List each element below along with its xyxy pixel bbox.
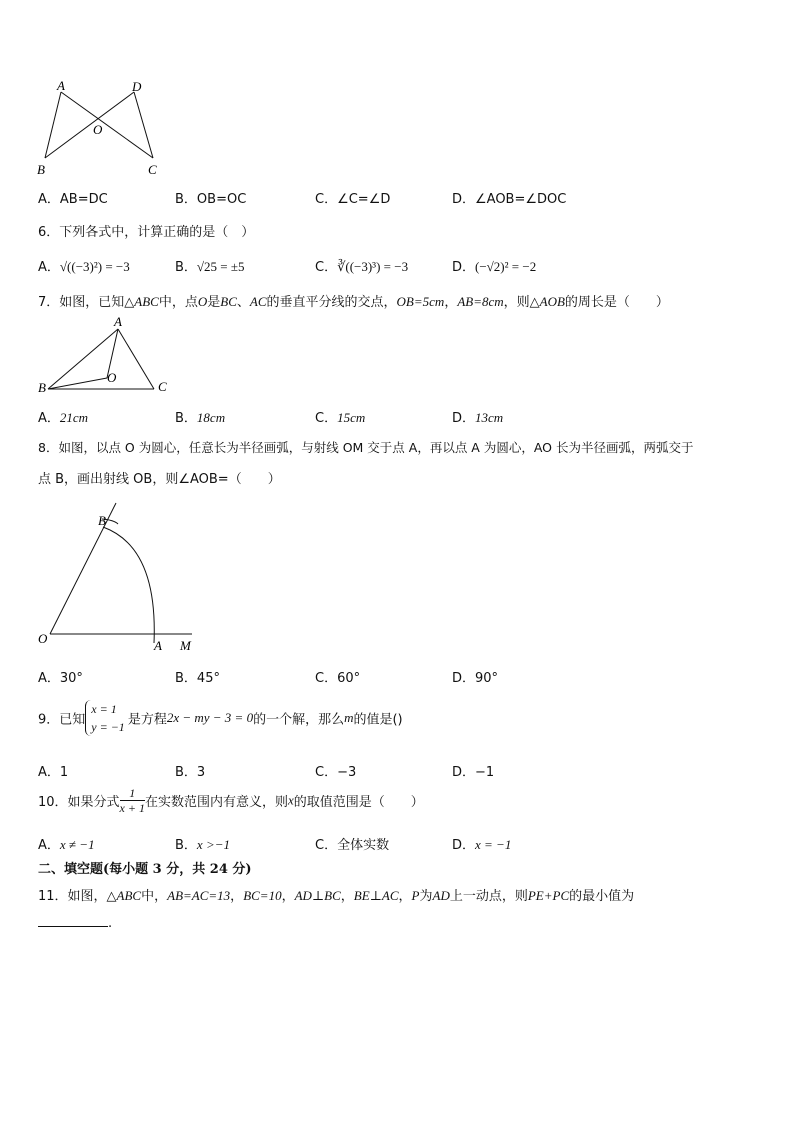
q10-option-d [452, 834, 511, 853]
q11-answer-line [38, 916, 112, 931]
q10-option-b [175, 834, 230, 853]
q6-option-d [452, 256, 536, 275]
q9-text: 9．已知 [38, 712, 86, 728]
q7-text: 的垂直平分线的交点， [266, 295, 397, 310]
q9-option-d: D．−1 [452, 765, 495, 780]
label-b: B [38, 380, 46, 395]
q8-option-a: A．30° [38, 671, 83, 686]
option-label: D． [452, 838, 476, 853]
q11-text: ， [230, 889, 244, 904]
q11-var: ABC [116, 888, 142, 903]
label-d: D [132, 79, 142, 94]
q7-text: ，则△ [503, 295, 540, 310]
q7-option-b [175, 407, 225, 426]
q11-text: ， [340, 889, 354, 904]
q7-var: AC [249, 294, 267, 309]
option-expr: 全体实数 [337, 838, 390, 853]
label-o: O [93, 122, 103, 137]
option-label: C． [315, 260, 338, 275]
q11-text: ， [398, 889, 412, 904]
section-heading: 二、填空题(每小题 3 分，共 24 分) [38, 862, 252, 877]
label-m: M [180, 638, 191, 653]
q7-var: AB=8cm [457, 294, 504, 309]
label-c: C [148, 162, 157, 177]
option-expr: (−√2)² = −2 [475, 259, 537, 274]
q5-option-c: C．∠C=∠D [315, 192, 391, 207]
q8-option-c: C．60° [315, 671, 361, 686]
q11-text: ， [281, 889, 295, 904]
label-a: A [57, 78, 65, 93]
label-b: B [37, 162, 45, 177]
answer-blank[interactable] [38, 926, 108, 927]
q9-option-a: A．1 [38, 765, 69, 780]
q11-text: 的最小值为 [569, 889, 635, 904]
q6-option-c [315, 256, 408, 275]
q10-text: 的取值范围是（ ） [293, 795, 424, 810]
q11-var: BC=10 [243, 888, 282, 903]
q7-option-d [452, 407, 503, 426]
fraction-numerator: 1 [120, 787, 145, 801]
q10-text: 10．如果分式 [38, 795, 120, 810]
option-value: 15cm [337, 410, 366, 425]
q11-text: 上一动点，则 [449, 889, 528, 904]
q11-stem [38, 885, 634, 904]
option-expr: x = −1 [475, 837, 512, 852]
q11-text: 11．如图，△ [38, 889, 117, 904]
q7-text: 的周长是（ ） [564, 295, 669, 310]
label-o: O [107, 370, 117, 385]
q8-stem-line1: 8．如图，以点 O 为圆心，任意长为半径画弧，与射线 OM 交于点 A，再以点 A 为圆心，AO 长为半径画弧，两弧交于 [38, 440, 694, 455]
q6-option-b [175, 256, 245, 275]
option-label: D． [452, 411, 476, 426]
option-expr: ∛((−3)³) = −3 [337, 259, 409, 274]
q9-eq1: x = 1 [91, 702, 117, 716]
option-expr: √25 = ±5 [196, 259, 245, 274]
option-expr: x ≠ −1 [59, 837, 95, 852]
q10-stem [38, 787, 424, 814]
q6-stem: 6．下列各式中，计算正确的是（ ） [38, 225, 255, 240]
q7-text: ， [444, 295, 458, 310]
option-label: C． [315, 838, 338, 853]
q7-option-c [315, 407, 365, 426]
q7-text: 是 [207, 295, 221, 310]
ray-ob [50, 503, 116, 634]
q5-option-b: B．OB=OC [175, 192, 247, 207]
option-label: A． [38, 411, 60, 426]
q11-var: BE⊥AC [353, 888, 399, 903]
q9-option-b: B．3 [175, 765, 206, 780]
option-label: A． [38, 260, 60, 275]
q6-option-a [38, 256, 130, 275]
q10-option-a [38, 834, 95, 853]
label-c: C [158, 379, 167, 394]
q9-equation: 2x − my − 3 = 0 [166, 710, 254, 725]
q9-option-c: C．−3 [315, 765, 357, 780]
segment-ac [61, 92, 153, 158]
q9-eq2: y = −1 [91, 720, 125, 734]
option-value: 18cm [196, 410, 226, 425]
q10-fraction [120, 787, 145, 814]
q10-text: 在实数范围内有意义，则 [144, 795, 288, 810]
q11-var: AD⊥BC [294, 888, 341, 903]
q11-text: 为 [419, 889, 433, 904]
q11-var: AD [432, 888, 450, 903]
q8-option-b: B．45° [175, 671, 220, 686]
q9-text: 的一个解，那么 [253, 712, 345, 728]
q8-figure [30, 497, 200, 657]
q7-var: AOB [539, 294, 565, 309]
option-label: D． [452, 260, 476, 275]
q11-var: P [411, 888, 420, 903]
fraction-denominator: x + 1 [119, 801, 145, 815]
label-b: B [98, 513, 106, 528]
q7-text: 中，点 [158, 295, 198, 310]
option-value: 21cm [59, 410, 89, 425]
q5-option-d: D．∠AOB=∠DOC [452, 192, 567, 207]
q7-var: BC [220, 294, 237, 309]
option-value: 13cm [475, 410, 504, 425]
q11-var: AB=AC=13 [167, 888, 231, 903]
q7-text: 、 [236, 295, 250, 310]
option-expr: x >−1 [196, 837, 230, 852]
q11-text: 中， [141, 889, 168, 904]
q5-figure [30, 78, 170, 178]
q9-text: 的值是() [353, 712, 403, 728]
option-expr: √((−3)²) = −3 [59, 259, 130, 274]
option-label: B． [175, 411, 197, 426]
q7-figure [30, 313, 180, 398]
label-a: A [154, 638, 162, 653]
q5-option-a: A．AB=DC [38, 192, 108, 207]
q8-option-d: D．90° [452, 671, 499, 686]
label-o: O [38, 631, 48, 646]
q7-var: O [197, 294, 208, 309]
option-label: A． [38, 838, 60, 853]
q11-end: . [108, 916, 113, 931]
option-label: B． [175, 260, 197, 275]
segment-bo [48, 378, 107, 389]
q8-stem-line2: 点 B，画出射线 OB，则∠AOB=（ ） [38, 472, 281, 487]
label-a: A [114, 314, 122, 329]
segment-dc [134, 92, 153, 158]
q7-stem [38, 291, 669, 310]
segment-ac [118, 329, 154, 389]
arc-a-centered [103, 527, 154, 643]
q10-var: x [288, 792, 294, 808]
q7-option-a [38, 407, 88, 426]
q9-system [85, 700, 128, 736]
q7-var: ABC [134, 294, 159, 309]
q11-var: PE+PC [527, 888, 570, 903]
option-label: B． [175, 838, 197, 853]
q9-stem [38, 700, 403, 736]
q9-text: 是方程 [127, 712, 167, 728]
q7-text: 7．如图，已知△ [38, 295, 135, 310]
q7-var: OB=5cm [396, 294, 445, 309]
q10-option-c [315, 834, 389, 853]
q9-var: m [344, 710, 354, 725]
option-label: C． [315, 411, 338, 426]
